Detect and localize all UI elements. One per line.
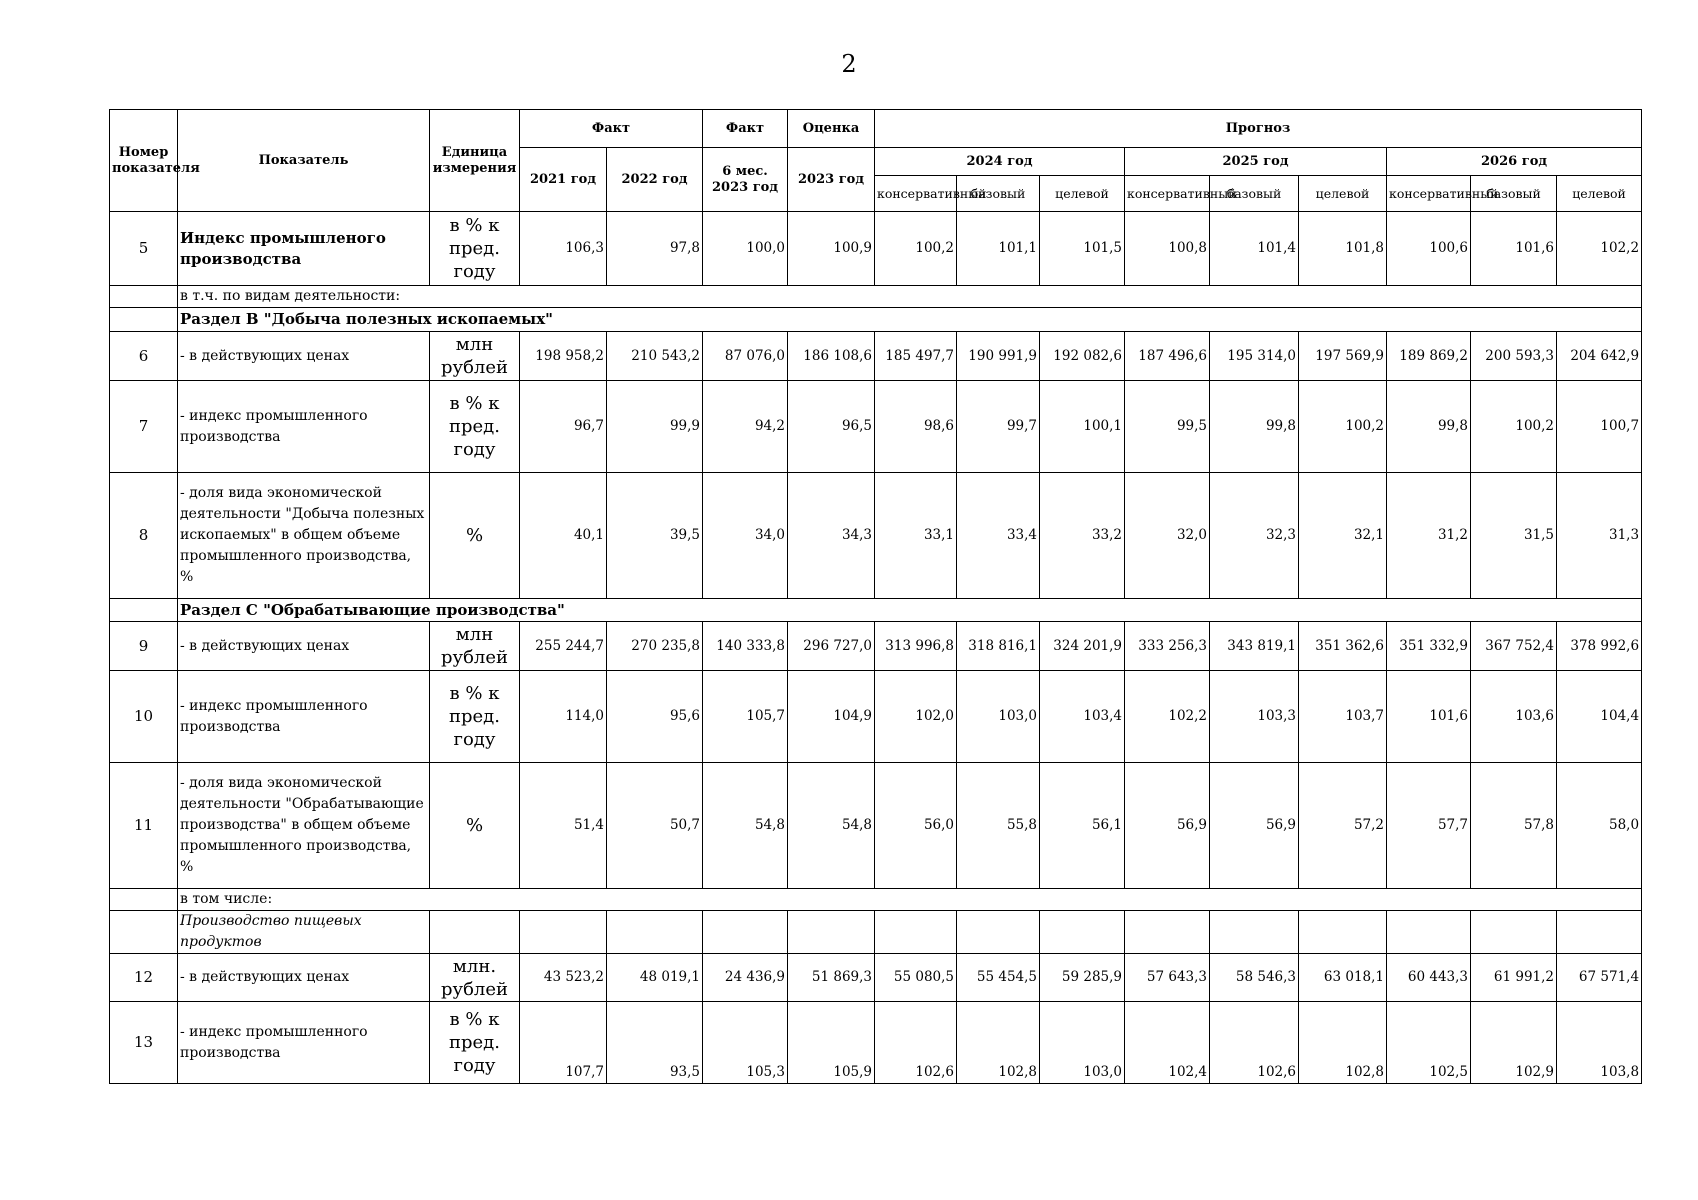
cell-value: 103,3	[1210, 671, 1299, 763]
cell-value: 103,4	[1040, 671, 1125, 763]
cell-value: 48 019,1	[607, 954, 703, 1002]
header-fact-2023: Факт	[703, 110, 788, 148]
row-label: - индекс промышленного производства	[178, 671, 430, 763]
table-row	[110, 1002, 1642, 1084]
cell-value: 105,7	[703, 671, 788, 763]
cell-value: 101,6	[1471, 212, 1557, 286]
cell-value: 31,5	[1471, 473, 1557, 599]
cell-value: 98,6	[875, 381, 957, 473]
cell-value: 99,8	[1210, 381, 1299, 473]
cell-value: 187 496,6	[1125, 332, 1210, 381]
header-2024-conservative: консервативный	[875, 176, 957, 212]
cell-value: 102,6	[1210, 1002, 1299, 1084]
table-row	[110, 622, 1642, 671]
row-unit: млн рублей	[430, 332, 520, 381]
cell-value: 210 543,2	[607, 332, 703, 381]
table-row	[110, 671, 1642, 763]
cell-value: 54,8	[703, 763, 788, 889]
cell-value: 32,3	[1210, 473, 1299, 599]
cell-value: 100,7	[1557, 381, 1642, 473]
row-label: - в действующих ценах	[178, 332, 430, 381]
cell-value: 55 080,5	[875, 954, 957, 1002]
cell-value: 104,4	[1557, 671, 1642, 763]
cell-value: 102,2	[1125, 671, 1210, 763]
cell-value: 59 285,9	[1040, 954, 1125, 1002]
cell-value: 39,5	[607, 473, 703, 599]
cell-value: 96,7	[520, 381, 607, 473]
cell-value: 99,8	[1387, 381, 1471, 473]
row-number: 13	[110, 1002, 178, 1084]
cell-value: 57,2	[1299, 763, 1387, 889]
row-label: - индекс промышленного производства	[178, 1002, 430, 1084]
page-number: 2	[841, 50, 857, 78]
header-2021: 2021 год	[520, 148, 607, 212]
header-2024: 2024 год	[875, 148, 1125, 176]
header-2024-target: целевой	[1040, 176, 1125, 212]
subheading-row	[110, 911, 1642, 954]
cell-value: 33,1	[875, 473, 957, 599]
cell-value: 24 436,9	[703, 954, 788, 1002]
cell-value: 105,3	[703, 1002, 788, 1084]
cell-value: 34,0	[703, 473, 788, 599]
cell-value: 378 992,6	[1557, 622, 1642, 671]
row-label: - в действующих ценах	[178, 622, 430, 671]
table-row	[110, 332, 1642, 381]
cell-value: 34,3	[788, 473, 875, 599]
cell-value: 101,1	[957, 212, 1040, 286]
cell-value: 60 443,3	[1387, 954, 1471, 1002]
cell-value: 190 991,9	[957, 332, 1040, 381]
cell-value: 106,3	[520, 212, 607, 286]
cell-value: 189 869,2	[1387, 332, 1471, 381]
cell-value: 100,2	[1471, 381, 1557, 473]
row-label: - в действующих ценах	[178, 954, 430, 1002]
cell-value: 103,6	[1471, 671, 1557, 763]
cell-value: 100,2	[875, 212, 957, 286]
cell-value: 102,9	[1471, 1002, 1557, 1084]
cell-value: 198 958,2	[520, 332, 607, 381]
cell-value: 58,0	[1557, 763, 1642, 889]
row-number: 5	[110, 212, 178, 286]
row-unit: млн рублей	[430, 622, 520, 671]
row-unit: млн. рублей	[430, 954, 520, 1002]
cell-value: 140 333,8	[703, 622, 788, 671]
cell-value: 56,1	[1040, 763, 1125, 889]
section-label: в том числе:	[178, 889, 1642, 911]
table-row	[110, 763, 1642, 889]
cell-value: 67 571,4	[1557, 954, 1642, 1002]
header-2026: 2026 год	[1387, 148, 1642, 176]
cell-value: 33,4	[957, 473, 1040, 599]
cell-value: 58 546,3	[1210, 954, 1299, 1002]
cell-value: 93,5	[607, 1002, 703, 1084]
cell-value: 197 569,9	[1299, 332, 1387, 381]
row-unit: %	[430, 763, 520, 889]
cell-value: 100,8	[1125, 212, 1210, 286]
cell-value: 255 244,7	[520, 622, 607, 671]
cell-value: 63 018,1	[1299, 954, 1387, 1002]
cell-value: 296 727,0	[788, 622, 875, 671]
cell-value: 324 201,9	[1040, 622, 1125, 671]
forecast-table	[109, 109, 1642, 1084]
cell-value: 102,5	[1387, 1002, 1471, 1084]
cell-value: 99,7	[957, 381, 1040, 473]
cell-value: 31,2	[1387, 473, 1471, 599]
cell-value: 105,9	[788, 1002, 875, 1084]
row-label: - доля вида экономической деятельности "Обрабатывающие производства" в общем объеме промышленного производства, %	[178, 763, 430, 889]
cell-value: 51,4	[520, 763, 607, 889]
cell-value: 33,2	[1040, 473, 1125, 599]
section-row	[110, 286, 1642, 308]
cell-value: 101,5	[1040, 212, 1125, 286]
cell-value: 200 593,3	[1471, 332, 1557, 381]
cell-value: 343 819,1	[1210, 622, 1299, 671]
cell-value: 333 256,3	[1125, 622, 1210, 671]
cell-value: 56,9	[1125, 763, 1210, 889]
cell-value: 101,8	[1299, 212, 1387, 286]
cell-value: 185 497,7	[875, 332, 957, 381]
header-unit: Единица измерения	[430, 110, 520, 212]
cell-value: 32,0	[1125, 473, 1210, 599]
cell-value: 57,7	[1387, 763, 1471, 889]
cell-value: 103,0	[1040, 1002, 1125, 1084]
cell-value: 102,0	[875, 671, 957, 763]
header-2026-base: базовый	[1471, 176, 1557, 212]
header-number: Номер показателя	[110, 110, 178, 212]
cell-value: 270 235,8	[607, 622, 703, 671]
header-2025-conservative: консервативный	[1125, 176, 1210, 212]
row-unit: в % к пред. году	[430, 1002, 520, 1084]
table-row	[110, 381, 1642, 473]
cell-value: 32,1	[1299, 473, 1387, 599]
cell-value: 114,0	[520, 671, 607, 763]
cell-value: 102,8	[957, 1002, 1040, 1084]
row-number: 9	[110, 622, 178, 671]
cell-value: 313 996,8	[875, 622, 957, 671]
cell-value: 54,8	[788, 763, 875, 889]
cell-value: 94,2	[703, 381, 788, 473]
cell-value: 51 869,3	[788, 954, 875, 1002]
cell-value: 102,2	[1557, 212, 1642, 286]
cell-value: 61 991,2	[1471, 954, 1557, 1002]
cell-value: 100,9	[788, 212, 875, 286]
table-row	[110, 954, 1642, 1002]
row-number: 10	[110, 671, 178, 763]
row-label: - индекс промышленного производства	[178, 381, 430, 473]
section-row	[110, 308, 1642, 332]
cell-value: 192 082,6	[1040, 332, 1125, 381]
cell-value: 57 643,3	[1125, 954, 1210, 1002]
cell-value: 100,6	[1387, 212, 1471, 286]
cell-value: 100,2	[1299, 381, 1387, 473]
cell-value: 99,5	[1125, 381, 1210, 473]
cell-value: 104,9	[788, 671, 875, 763]
cell-value: 101,6	[1387, 671, 1471, 763]
cell-value: 103,0	[957, 671, 1040, 763]
table-row	[110, 473, 1642, 599]
header-2023: 2023 год	[788, 148, 875, 212]
cell-value: 101,4	[1210, 212, 1299, 286]
header-2025-base: базовый	[1210, 176, 1299, 212]
cell-value: 102,6	[875, 1002, 957, 1084]
subheading-label: Производство пищевых продуктов	[178, 911, 430, 954]
header-2026-conservative: консервативный	[1387, 176, 1471, 212]
cell-value: 43 523,2	[520, 954, 607, 1002]
section-row	[110, 599, 1642, 622]
header-2022: 2022 год	[607, 148, 703, 212]
header-2024-base: базовый	[957, 176, 1040, 212]
cell-value: 103,7	[1299, 671, 1387, 763]
row-number: 11	[110, 763, 178, 889]
cell-value: 31,3	[1557, 473, 1642, 599]
cell-value: 87 076,0	[703, 332, 788, 381]
cell-value: 95,6	[607, 671, 703, 763]
cell-value: 367 752,4	[1471, 622, 1557, 671]
row-unit: в % к пред. году	[430, 671, 520, 763]
row-unit: %	[430, 473, 520, 599]
header-estimate: Оценка	[788, 110, 875, 148]
cell-value: 103,8	[1557, 1002, 1642, 1084]
cell-value: 50,7	[607, 763, 703, 889]
row-number: 6	[110, 332, 178, 381]
cell-value: 107,7	[520, 1002, 607, 1084]
row-number: 12	[110, 954, 178, 1002]
cell-value: 195 314,0	[1210, 332, 1299, 381]
cell-value: 318 816,1	[957, 622, 1040, 671]
cell-value: 56,0	[875, 763, 957, 889]
row-number: 7	[110, 381, 178, 473]
cell-value: 97,8	[607, 212, 703, 286]
cell-value: 351 362,6	[1299, 622, 1387, 671]
row-unit: в % к пред. году	[430, 212, 520, 286]
header-2025: 2025 год	[1125, 148, 1387, 176]
cell-value: 99,9	[607, 381, 703, 473]
cell-value: 102,8	[1299, 1002, 1387, 1084]
row-unit: в % к пред. году	[430, 381, 520, 473]
header-fact: Факт	[520, 110, 703, 148]
section-row	[110, 889, 1642, 911]
section-title: Раздел C "Обрабатывающие производства"	[178, 599, 1642, 622]
cell-value: 55 454,5	[957, 954, 1040, 1002]
row-label: - доля вида экономической деятельности "Добыча полезных ископаемых" в общем объеме промышленного производства, %	[178, 473, 430, 599]
row-number: 8	[110, 473, 178, 599]
section-title: Раздел B "Добыча полезных ископаемых"	[178, 308, 1642, 332]
header-2026-target: целевой	[1557, 176, 1642, 212]
cell-value: 100,0	[703, 212, 788, 286]
header-2025-target: целевой	[1299, 176, 1387, 212]
header-2023-6m: 6 мес. 2023 год	[703, 148, 788, 212]
section-label: в т.ч. по видам деятельности:	[178, 286, 1642, 308]
cell-value: 204 642,9	[1557, 332, 1642, 381]
table-row	[110, 212, 1642, 286]
cell-value: 55,8	[957, 763, 1040, 889]
cell-value: 57,8	[1471, 763, 1557, 889]
cell-value: 40,1	[520, 473, 607, 599]
cell-value: 351 332,9	[1387, 622, 1471, 671]
row-label: Индекс промышленого производства	[178, 212, 430, 286]
cell-value: 96,5	[788, 381, 875, 473]
header-indicator: Показатель	[178, 110, 430, 212]
cell-value: 56,9	[1210, 763, 1299, 889]
cell-value: 102,4	[1125, 1002, 1210, 1084]
cell-value: 186 108,6	[788, 332, 875, 381]
header-forecast: Прогноз	[875, 110, 1642, 148]
cell-value: 100,1	[1040, 381, 1125, 473]
